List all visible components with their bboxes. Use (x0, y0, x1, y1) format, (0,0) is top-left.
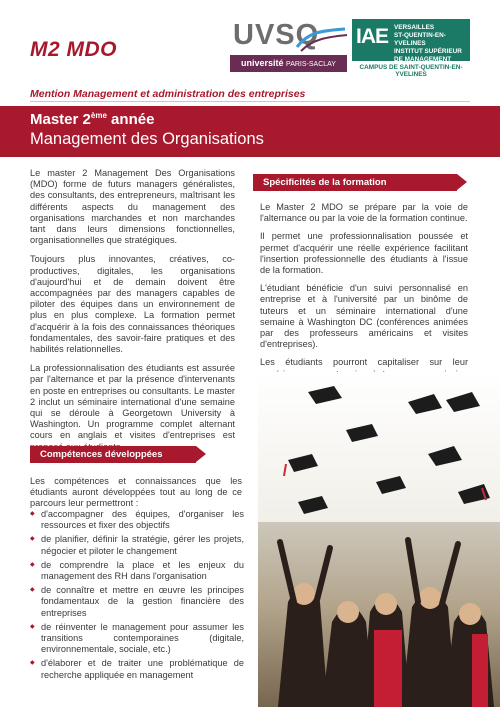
list-item: ◆ de réinventer le management pour assumer les transitions contemporaines (digitale, environnementale, sociale, etc.) (30, 622, 244, 656)
list-item: ◆ d'accompagner des équipes, d'organiser les ressources et fixer des objectifs (30, 509, 244, 531)
program-title: M2 MDO (30, 38, 117, 61)
graduation-photo (258, 372, 500, 707)
specificites-heading: Spécificités de la formation (253, 174, 457, 191)
intro-paragraph: La professionnalisation des étudiants est assurée par l'alternance et par la présence d'intervenants en poste en entreprises ou consultants. Le master 2 inclut un séminaire international d'une semaine qui se déroule à Georgetown University à Washington. Un programme complet alternant cours en anglais et visites d'entreprises est (30, 363, 235, 441)
list-item: ◆ de comprendre la place et les enjeux du management des RH dans l'organisation (30, 560, 244, 582)
intro-paragraph: Toujours plus innovantes, créatives, co-productives, digitales, les organisations d'aujourd'hui et de demain doivent être accompagnées par des managers capables de piloter des équipes dans un environnement de plus en plus complexe. La formation permet d'acquérir à la fois des connaissances théoriques fondamentales, des savoir-faire pratiques et des habilités relationnelles. (30, 254, 235, 355)
competences-list (30, 509, 244, 684)
mention-label: Mention Management et administration des entreprises (30, 88, 306, 100)
iae-mark: IAE (356, 25, 389, 48)
banner-master-sup: ème (90, 111, 107, 120)
specificites-paragraph: Il permet une professionnalisation poussée et permet d'acquérir une réelle expérience facilitant l'insertion professionnelle des étudiants à l'issue de la formation. (260, 231, 468, 276)
competences-intro: Les compétences et connaissances que les étudiants auront développées tout au long de ce parcours leur permettront : (30, 476, 242, 509)
banner-subtitle: Management des Organisations (30, 130, 264, 148)
iae-line: VERSAILLES (394, 24, 435, 31)
specificites-paragraph: Le Master 2 MDO se prépare par la voie de l'alternance ou par la voie de la formation continue. (260, 202, 468, 224)
uvsq-wave-icon (293, 25, 349, 55)
specificites-paragraph: Les étudiants pourront capitaliser sur leur (260, 357, 468, 368)
banner-master-suffix: année (106, 111, 155, 128)
iae-logo (352, 19, 470, 77)
intro-column (30, 168, 235, 461)
specificites-paragraph: L'étudiant bénéficie d'un suivi personnalisé en entreprise et à l'université par un binôme de tuteurs et un séminaire international d'une semaine à Washington DC (conférences animées par des professeurs américains et visites d'entreprises). (260, 283, 468, 350)
uvsq-bar (230, 55, 347, 72)
iae-box (352, 19, 470, 61)
divider (30, 101, 470, 102)
iae-campus: CAMPUS DE SAINT-QUENTIN-EN-YVELINES (359, 64, 463, 78)
uvsq-wordmark: UVSQ (233, 19, 320, 51)
intro-paragraph: Le master 2 Management Des Organisations (MDO) forme de futurs managers généralistes, des consultants, des entrepreneurs, maîtrisant les différents aspects du management des organisations marchandes et non marchandes tant dans leurs dimensions fonctionnelles, organisationnelles que stratégiques. (30, 168, 235, 246)
uvsq-bar-bold: université (241, 58, 284, 68)
list-item: ◆ de connaître et mettre en œuvre les principes fondamentaux de la gestion financière des entreprises (30, 585, 244, 619)
banner-master (30, 111, 154, 128)
list-item: ◆ de planifier, définir la stratégie, gérer les projets, négocier et piloter le changement (30, 534, 244, 556)
banner-master-text: Master 2 (30, 111, 91, 128)
uvsq-bar-rest: PARIS-SACLAY (286, 61, 336, 68)
uvsq-logo (233, 19, 349, 79)
competences-heading: Compétences développées (30, 446, 196, 463)
iae-lines (394, 24, 470, 64)
iae-line: INSTITUT SUPÉRIEUR DE MANAGEMENT (394, 48, 462, 63)
list-item: ◆ d'élaborer et de traiter une problématique de recherche appliquée en management (30, 658, 244, 680)
iae-line: ST-QUENTIN-EN-YVELINES (394, 32, 446, 47)
